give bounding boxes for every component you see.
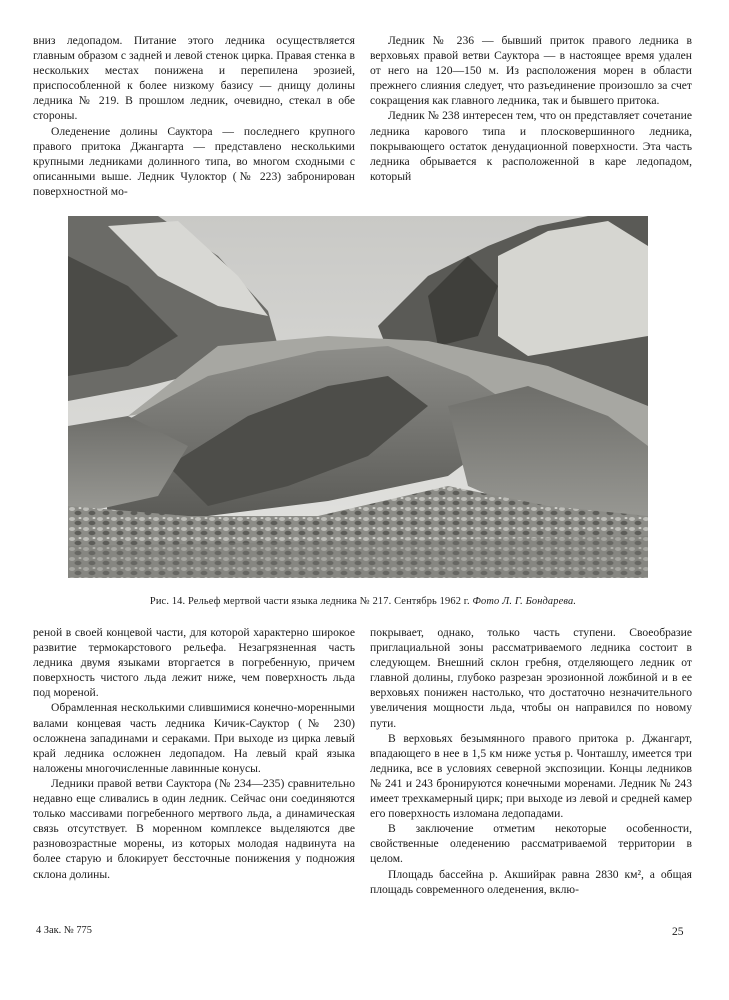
figure-caption [33,596,693,607]
text-column-top-left [33,33,355,199]
caption-main: Рис. 14. Рельеф мертвой части языка ледника № 217. Сентябрь 1962 г. [149,596,473,607]
glacier-photo [68,216,648,578]
paragraph: Обрамленная несколькими слившимися конечно-моренными валами концевая часть ледника Кичик-Сауктор (№ 230) осложнена западинами и сераками. При выходе из цирка левый край ледника осложнен ледопадом. На левый край языка наложены многочисленные лавинные конусы. [33,701,355,775]
printer-signature: 4 Зак. № 775 [36,925,92,936]
text-column-bottom-left [33,625,355,882]
text-column-top-right [370,33,692,184]
paragraph: В заключение отметим некоторые особенности, свойственные оледенению рассматриваемой территории в целом. [370,822,692,866]
paragraph: Ледник № 238 интересен тем, что он представляет сочетание ледника карового типа и плосковершинного ледника, покрывающего остаток денудационной поверхности. Эта часть ледника обрывается к расположенной в каре ледопадом, который [370,109,692,183]
paragraph: вниз ледопадом. Питание этого ледника осуществляется главным образом с задней и левой стенок цирка. Правая стенка в нескольких местах понижена и перепилена эрозией, приспособленной к более низкому базису — днищу долины ледника № 219. В прошлом ледник, очевидно, стекал в обе стороны. [33,34,355,123]
paragraph: Площадь бассейна р. Акшийрак равна 2830 км², а общая площадь современного оледенения, вклю- [370,867,692,896]
page-number: 25 [672,925,684,938]
paragraph: В верховьях безымянного правого притока р. Джангарт, впадающего в нее в 1,5 км ниже устья р. Чонташлу, имеется три ледника, все в условиях северной экспозиции. Концы ледников № 241 и 243 бронируются конечными моренами. Ледник № 243 имеет трехкамерный цирк; при выходе из левой и средней камер его поверхность изломана ледопадами. [370,731,692,821]
paragraph: Оледенение долины Сауктора — последнего крупного правого притока Джангарта — представлено несколькими крупными ледниками долинного типа, во многом сходными с описанными выше. Ледник Чулоктор (№ 223) забронирован поверхностной мо- [33,124,355,198]
paragraph: реной в своей концевой части, для которой характерно широкое развитие термокарстового рельефа. Незагрязненная часть ледника двумя языками вторгается в погребенную, причем поверхность чистого льда лежит ниже, чем поверхность льда под мореной. [33,626,355,700]
paragraph: Ледник № 236 — бывший приток правого ледника в верховьях правой ветви Сауктора — в настоящее время удален от него на 120—150 м. Из расположения морен в области прежнего слияния следует, что разъединение произошло за счет сокращения как главного ледника, так и бывшего притока. [370,34,692,108]
text-column-bottom-right [370,625,692,897]
paragraph: покрывает, однако, только часть ступени. Своеобразие приглациальной зоны рассматриваемого ледника состоит в следующем. Внешний склон гребня, отделяющего ледник от главной долины, глубоко разрезан эрозионной ложбиной и в ее верховьях понижен настолько, что достаточно незначительного увеличения мощности льда, чтобы он направился по новому пути. [370,626,692,730]
caption-credit: Фото Л. Г. Бондарева. [472,596,577,607]
paragraph: Ледники правой ветви Сауктора (№ 234—235) сравнительно недавно еще сливались в один ледник. Сейчас они соединяются только массивами погребенного мертвого льда, а динамическая связь отсутствует. В моренном комплексе выделяются две разновозрастные морены, из которых молодая надвинута на более старую и блокирует бессточные понижения у подножия склона долины. [33,776,355,881]
